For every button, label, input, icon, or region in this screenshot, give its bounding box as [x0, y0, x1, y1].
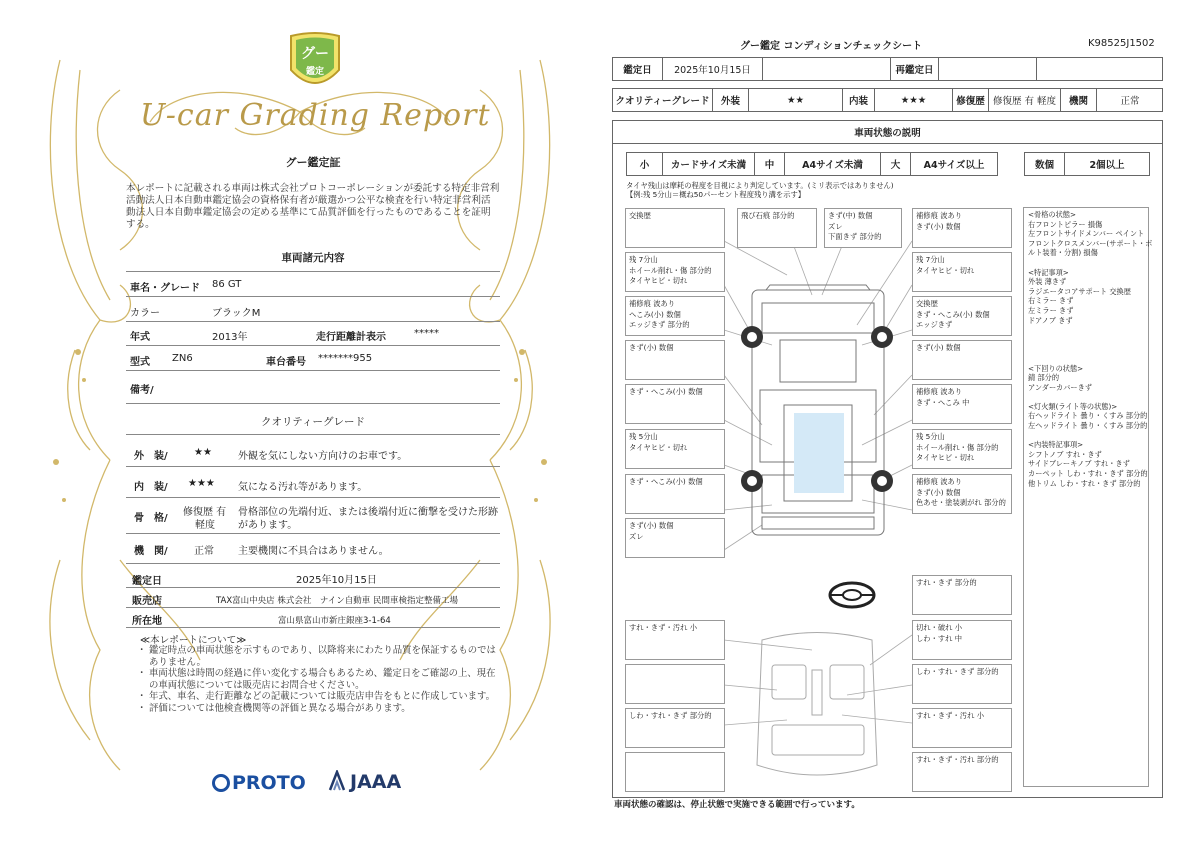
comment-line: しわ・すれ・きず 部分的	[629, 711, 712, 720]
panel-line: 左ヘッドライト 曇り・くすみ 部分的	[1028, 421, 1148, 431]
comment-box	[625, 518, 725, 558]
divider	[126, 587, 500, 588]
divider	[126, 345, 500, 346]
size-large-desc: A4サイズ以上	[923, 160, 985, 171]
panel-line: ラジエータコアサポート 交換歴	[1028, 286, 1131, 296]
quality-interior-grade: ★★★	[188, 478, 215, 489]
comment-line: きず(小) 数個	[916, 221, 961, 231]
certificate-title: グー鑑定証	[285, 156, 341, 169]
panel-line: <特記事項>	[1028, 267, 1069, 277]
car-name-label: 車名・グレード	[130, 283, 200, 294]
panel-line	[1028, 344, 1144, 354]
comment-line: しわ・すれ 中	[916, 633, 963, 643]
comment-line: すれ・きず・汚れ 小	[629, 623, 697, 632]
model-label: 型式	[130, 357, 150, 368]
comment-box	[625, 708, 725, 748]
quality-section-title: クオリティーグレード	[261, 416, 365, 428]
comment-line: 残 5分山	[916, 432, 945, 441]
comment-line: きず(小) 数個	[629, 343, 674, 352]
quality-exterior-desc: 外観を気にしない方向けのお車です。	[238, 451, 408, 462]
count-desc: 2個以上	[1089, 160, 1125, 171]
quality-engine-label: 機 関/	[134, 546, 168, 557]
comment-box	[625, 384, 725, 424]
comment-line: ホイール削れ・傷 部分的	[916, 442, 999, 452]
remarks-label: 備考/	[130, 385, 154, 396]
comment-box	[912, 575, 1012, 615]
comment-line: きず・へこみ 中	[916, 397, 970, 407]
size-medium-desc: A4サイズ未満	[785, 153, 881, 175]
comment-box	[625, 340, 725, 380]
panel-line: ルト装着・分割) 損傷	[1028, 248, 1098, 258]
chassis-value: *******955	[318, 353, 373, 364]
panel-line: <骨格の状態>	[1028, 210, 1076, 219]
comment-line: 交換歴	[916, 299, 938, 308]
comment-line: ズレ	[828, 221, 843, 231]
comment-box	[912, 252, 1012, 292]
spec-section-title: 車両諸元内容	[281, 252, 345, 264]
comment-line: ズレ	[629, 531, 644, 541]
quality-frame-desc-2: があります。	[238, 520, 298, 531]
size-large: 大	[881, 153, 911, 175]
comment-line: 補修痕 波あり	[916, 387, 963, 396]
comment-line: 補修痕 波あり	[916, 211, 963, 220]
comment-box	[625, 252, 725, 292]
comment-box	[625, 474, 725, 514]
panel-line	[1028, 354, 1144, 364]
jaaa-logo-text: JAAA	[350, 771, 402, 793]
color-label: カラー	[130, 308, 160, 319]
comment-box	[625, 296, 725, 336]
panel-line: 他トリム しわ・すれ・きず 部分的	[1028, 478, 1141, 488]
panel-line: 錆 部分的	[1028, 373, 1060, 383]
panel-line	[1028, 431, 1144, 441]
condition-title: 車両状態の説明	[854, 128, 921, 139]
quality-interior-desc: 気になる汚れ等があります。	[238, 482, 368, 493]
comment-line: ホイール削れ・傷 部分的	[629, 265, 712, 275]
comment-line: しわ・すれ・きず 部分的	[916, 667, 999, 676]
appraisal-date-row	[612, 57, 1163, 81]
row2-repair-label: 修復歴	[953, 89, 989, 111]
quality-interior-label: 内 装/	[134, 482, 168, 493]
row1-date-label: 鑑定日	[613, 58, 663, 80]
comment-line: すれ・きず・汚れ 小	[916, 711, 984, 720]
dealer-label: 販売店	[132, 596, 162, 607]
quality-engine-desc: 主要機関に不具合はありません。	[238, 546, 389, 557]
count-label: 数個	[1025, 153, 1065, 175]
steering-wheel-icon	[830, 583, 874, 607]
comment-line: 残 5分山	[629, 432, 658, 441]
row2-interior-value: ★★★	[875, 89, 953, 111]
color-value: ブラックM	[212, 308, 261, 319]
quality-exterior-grade: ★★	[194, 447, 212, 458]
panel-line	[1028, 392, 1144, 402]
sheet-title: グー鑑定 コンディションチェックシート	[740, 41, 923, 52]
row1-date-value: 2025年10月15日	[663, 58, 763, 80]
quality-frame-label: 骨 格/	[134, 513, 168, 524]
comment-box	[625, 429, 725, 469]
row1-empty-cell	[1037, 58, 1163, 80]
quality-grade-row	[612, 88, 1163, 112]
row2-engine-value: 正常	[1120, 96, 1140, 107]
comment-box	[824, 208, 902, 248]
certificate-text: 本レポートに記載される車両は株式会社プロトコーポレーションが委託する特定非営利活動法人日本自動車鑑定協会の資格保有者が厳選かつ公平な検査を行い特定非営利活動法人日本自動車鑑定協会の定める基準にて品質評価を行ったものであることを証明する。	[126, 183, 500, 230]
comment-box	[912, 296, 1012, 336]
comment-line: タイヤヒビ・切れ	[629, 442, 688, 452]
address-value: 富山県富山市新庄銀座3-1-64	[278, 616, 391, 626]
comment-box	[625, 208, 725, 248]
divider	[126, 497, 500, 498]
condition-notes-panel	[1023, 207, 1153, 787]
divider	[126, 271, 500, 272]
size-medium: 中	[755, 153, 785, 175]
panel-line: <灯火類(ライト等の状態)>	[1028, 401, 1118, 411]
panel-line: フロントクロスメンバー(サポート・ボ	[1028, 238, 1153, 248]
comment-line: 残 7分山	[629, 255, 658, 264]
comment-box	[625, 620, 725, 660]
panel-line: 右ヘッドライト 曇り・くすみ 部分的	[1028, 411, 1148, 421]
comment-line: 切れ・破れ 小	[916, 623, 963, 632]
panel-line: カーペット しわ・すれ・きず 部分的	[1028, 469, 1148, 479]
note-item: ・ 年式、車名、走行距離などの記載については販売店申告をもとに作成しています。	[140, 691, 500, 703]
panel-line: <内装特記事項>	[1028, 440, 1084, 450]
row1-reappraisal-value	[939, 58, 1037, 80]
comment-box	[912, 340, 1012, 380]
car-name-value: 86 GT	[212, 279, 242, 290]
row1-empty-cell	[763, 58, 891, 80]
comment-box	[912, 708, 1012, 748]
jaaa-logo	[328, 770, 401, 793]
badge-bottom-text: 鑑定	[305, 67, 325, 77]
row2-repair-value: 修復歴 有 軽度	[989, 89, 1061, 111]
jaaa-logo-icon	[328, 770, 346, 792]
comment-box	[625, 752, 725, 792]
condition-title-bar	[612, 120, 1163, 144]
comment-line: きず・へこみ(小) 数個	[629, 387, 703, 396]
panel-line: サイドブレーキノブ すれ・きず	[1028, 459, 1130, 469]
divider	[126, 434, 500, 435]
quality-frame-desc: 骨格部位の先端付近、または後端付近に衝撃を受けた形跡	[238, 507, 498, 518]
comment-box	[912, 474, 1012, 514]
panel-line	[1028, 325, 1144, 335]
comment-box	[912, 384, 1012, 424]
divider	[126, 607, 500, 608]
row2-exterior-label: 外装	[713, 89, 749, 111]
comment-box	[912, 752, 1012, 792]
panel-line: アンダーカバーきず	[1028, 382, 1092, 392]
model-value: ZN6	[172, 353, 193, 364]
comment-box	[737, 208, 817, 248]
comment-line: 色あせ・塗装剥がれ 部分的	[916, 498, 1006, 507]
comment-line: タイヤヒビ・切れ	[629, 276, 688, 285]
comment-box	[912, 664, 1012, 704]
comment-line: きず(小) 数個	[629, 521, 674, 530]
divider	[126, 296, 500, 297]
address-label: 所在地	[132, 616, 162, 627]
panel-line: 右ミラー きず	[1028, 296, 1074, 306]
bottom-note: 車両状態の確認は、停止状態で実施できる範囲で行っています。	[614, 800, 860, 810]
appraisal-date-label: 鑑定日	[132, 576, 162, 587]
dealer-value: TAX富山中央店 株式会社 ナイン自動車 民間車検指定整備工場	[216, 596, 458, 606]
row2-exterior-value: ★★	[749, 89, 843, 111]
count-legend	[1024, 152, 1150, 176]
panel-line: <下回りの状態>	[1028, 363, 1084, 373]
comment-line: すれ・きず・汚れ 部分的	[916, 755, 999, 764]
comment-line: タイヤヒビ・切れ	[916, 265, 975, 275]
proto-logo-icon	[212, 774, 230, 792]
size-small: 小	[627, 153, 663, 175]
comment-line: きず・へこみ(小) 数個	[916, 309, 990, 319]
comment-line: へこみ(小) 数個	[629, 309, 681, 319]
divider	[126, 321, 500, 322]
comment-line: 補修痕 波あり	[629, 299, 676, 308]
divider	[126, 370, 500, 371]
quality-exterior-label: 外 装/	[134, 451, 168, 462]
row2-interior-label: 内装	[843, 89, 875, 111]
comment-line: きず(小) 数個	[916, 487, 961, 497]
quality-engine-grade: 正常	[194, 546, 214, 557]
divider	[126, 627, 500, 628]
comment-line: すれ・きず 部分的	[916, 578, 977, 587]
divider	[126, 466, 500, 467]
chassis-label: 車台番号	[266, 357, 306, 368]
goo-appraisal-badge-icon	[286, 30, 344, 96]
sheet-code: K98525J1502	[1088, 38, 1155, 49]
tire-note-2: 【例:残 5分山＝概ね50パーセント程度残り溝を示す】	[626, 190, 806, 199]
note-item: ・ 車両状態は時間の経過に伴い変化する場合もあるため、鑑定日をご確認の上、現在の車両状態については販売店にお問合せください。	[140, 668, 500, 691]
note-item: ・ 評価については他検査機関等の評価と異なる場合があります。	[140, 703, 500, 715]
brand-title: U-car Grading Report	[140, 98, 491, 133]
divider	[126, 533, 500, 534]
proto-logo-text: PROTO	[232, 772, 306, 794]
comment-line: 下面きず 部分的	[828, 232, 882, 241]
quality-frame-grade-2: 軽度	[195, 520, 215, 531]
note-item: ・ 鑑定時点の車両状態を示すものであり、以降将来にわたり品質を保証するものではありません。	[140, 645, 500, 668]
row1-reappraisal-label: 再鑑定日	[891, 58, 939, 80]
panel-line	[1028, 258, 1144, 268]
comment-line: 残 7分山	[916, 255, 945, 264]
comment-line: タイヤヒビ・切れ	[916, 453, 975, 462]
notes-list	[140, 645, 500, 715]
quality-frame-grade: 修復歴 有	[183, 507, 227, 518]
year-value: 2013年	[212, 332, 248, 343]
panel-line: ドアノブ きず	[1028, 315, 1073, 325]
comment-box	[625, 664, 725, 704]
divider	[126, 403, 500, 404]
panel-line: 右フロントピラー 損傷	[1028, 219, 1103, 229]
mileage-label: 走行距離計表示	[316, 332, 386, 343]
comment-line: 補修痕 波あり	[916, 477, 963, 486]
panel-line	[1028, 335, 1144, 345]
comment-line: エッジきず	[916, 320, 953, 329]
appraisal-date-value: 2025年10月15日	[296, 575, 377, 586]
comment-box	[912, 620, 1012, 660]
panel-line: 左フロントサイドメンバー ペイント	[1028, 229, 1145, 239]
comment-line: きず(中) 数個	[828, 211, 873, 220]
row2-quality-label: クオリティーグレード	[613, 89, 713, 111]
comment-box	[912, 208, 1012, 248]
comment-line: 飛び石痕 部分的	[741, 211, 795, 220]
comment-box	[912, 429, 1012, 469]
proto-logo	[212, 772, 306, 794]
comment-line: エッジきず 部分的	[629, 320, 690, 329]
size-small-desc: カードサイズ未満	[663, 153, 755, 175]
tire-note-1: タイヤ残山は摩耗の程度を目視により判定しています。(ミリ表示ではありません)	[626, 181, 894, 190]
year-label: 年式	[130, 332, 150, 343]
row2-engine-label: 機関	[1061, 89, 1097, 111]
divider	[126, 563, 500, 564]
comment-line: きず(小) 数個	[916, 343, 961, 352]
comment-line: 交換歴	[629, 211, 651, 220]
mileage-value: *****	[414, 328, 439, 339]
badge-top-text: グー	[301, 46, 329, 62]
comment-line: きず・へこみ(小) 数個	[629, 477, 703, 486]
panel-line: 左ミラー きず	[1028, 305, 1074, 315]
panel-line: 外装 薄きず	[1028, 277, 1067, 287]
notes-title: ≪本レポートについて≫	[140, 635, 247, 646]
panel-line: シフトノブ すれ・きず	[1028, 449, 1102, 459]
